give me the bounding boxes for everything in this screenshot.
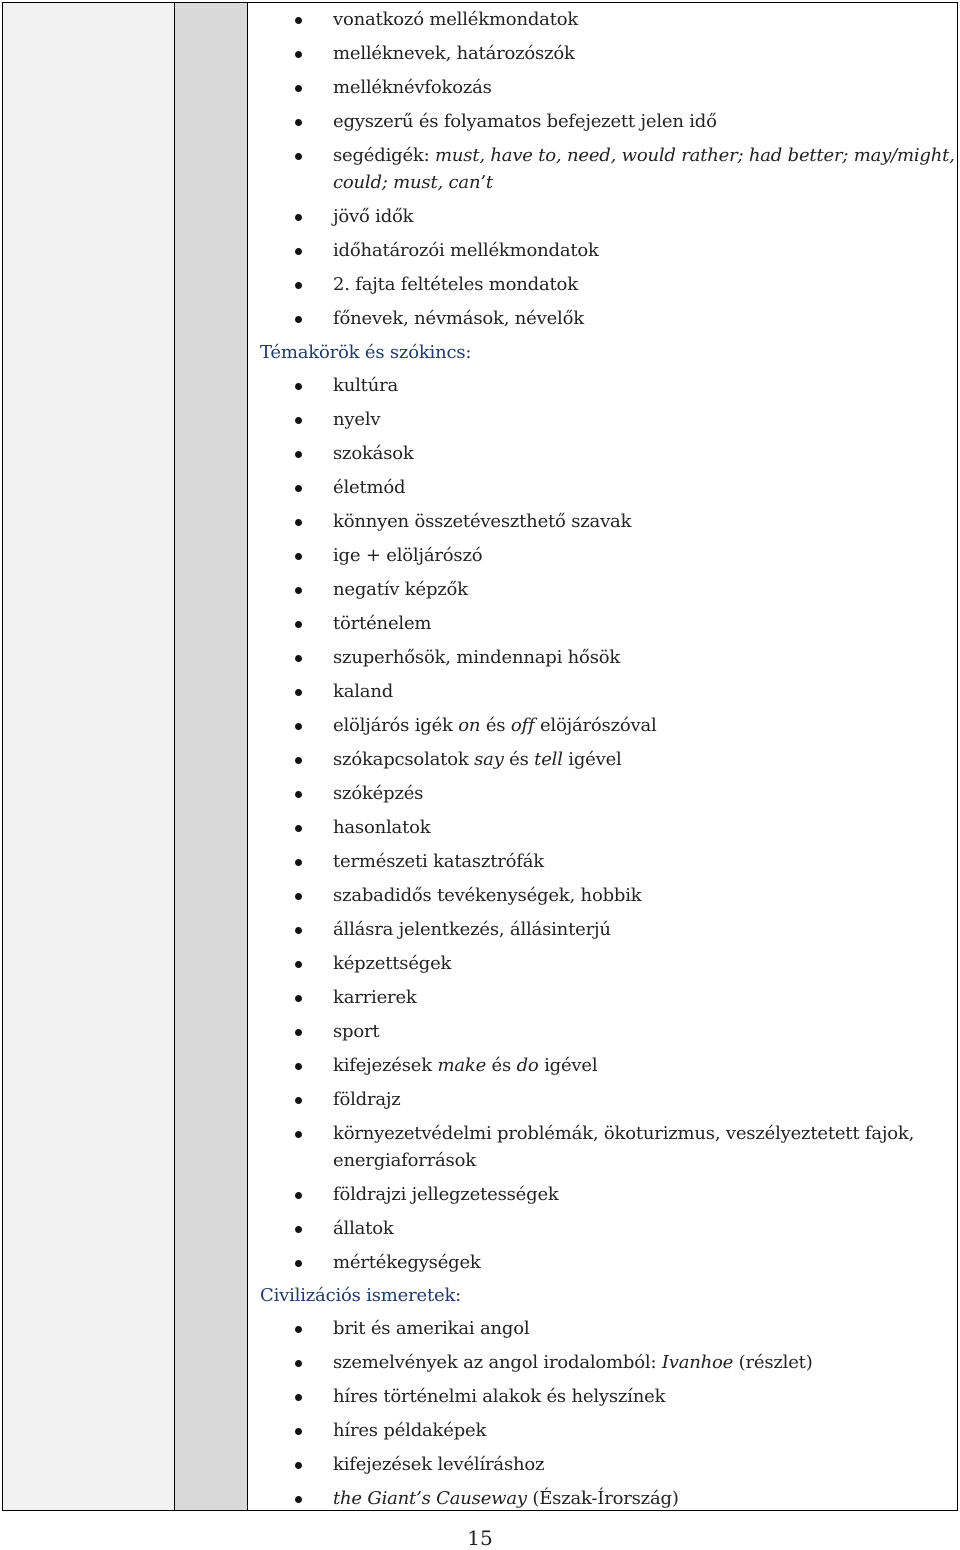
list-item: jövő idők (333, 206, 414, 227)
bullet-icon (295, 282, 302, 289)
bullet-icon (295, 519, 302, 526)
bullet-icon (295, 85, 302, 92)
bullet-icon (295, 1394, 302, 1401)
list-item: szokások (333, 443, 414, 464)
list-item: szóképzés (333, 783, 424, 804)
section-heading-civilization: Civilizációs ismeretek: (260, 1285, 462, 1306)
list-item: földrajzi jellegzetességek (333, 1184, 559, 1205)
list-item: egyszerű és folyamatos befejezett jelen idő (333, 111, 717, 132)
bullet-icon (295, 1029, 302, 1036)
list-item: híres történelmi alakok és helyszínek (333, 1386, 666, 1407)
list-item-continued: energiaforrások (333, 1150, 476, 1171)
page-number: 15 (467, 1526, 493, 1550)
list-item: vonatkozó mellékmondatok (333, 9, 579, 30)
bullet-icon (295, 1192, 302, 1199)
list-item: időhatározói mellékmondatok (333, 240, 599, 261)
bullet-icon (295, 153, 302, 160)
list-item: brit és amerikai angol (333, 1318, 530, 1339)
list-item: karrierek (333, 987, 417, 1008)
list-item: ige + elöljárószó (333, 545, 483, 566)
list-item: történelem (333, 613, 432, 634)
bullet-icon (295, 587, 302, 594)
bullet-icon (295, 825, 302, 832)
bullet-icon (295, 723, 302, 730)
list-item: földrajz (333, 1089, 401, 1110)
bullet-icon (295, 383, 302, 390)
list-item: képzettségek (333, 953, 452, 974)
list-item: melléknévfokozás (333, 77, 492, 98)
bullet-icon (295, 1326, 302, 1333)
list-item: kifejezések levélíráshoz (333, 1454, 545, 1475)
list-item-continued: could; must, can’t (333, 172, 493, 193)
list-item: kaland (333, 681, 394, 702)
bullet-icon (295, 17, 302, 24)
bullet-icon (295, 214, 302, 221)
list-item: főnevek, névmások, névelők (333, 308, 584, 329)
bullet-icon (295, 553, 302, 560)
bullet-icon (295, 451, 302, 458)
section-heading-topics: Témakörök és szókincs: (260, 342, 472, 363)
bullet-icon (295, 859, 302, 866)
bullet-icon (295, 119, 302, 126)
bullet-icon (295, 1496, 302, 1503)
table-column-1 (3, 3, 175, 1510)
list-item: könnyen összetéveszthető szavak (333, 511, 632, 532)
list-item: természeti katasztrófák (333, 851, 544, 872)
bullet-icon (295, 961, 302, 968)
bullet-icon (295, 655, 302, 662)
list-item: negatív képzők (333, 579, 468, 600)
bullet-icon (295, 1260, 302, 1267)
list-item: szemelvények az angol irodalomból: Ivanhoe (részlet) (333, 1352, 813, 1373)
bullet-icon (295, 791, 302, 798)
list-item: kifejezések make és do igével (333, 1055, 598, 1076)
list-item: mértékegységek (333, 1252, 481, 1273)
bullet-icon (295, 757, 302, 764)
bullet-icon (295, 1428, 302, 1435)
list-item: szókapcsolatok say és tell igével (333, 749, 622, 770)
bullet-icon (295, 1462, 302, 1469)
list-item: nyelv (333, 409, 381, 430)
list-item: sport (333, 1021, 380, 1042)
list-item: elöljárós igék on és off elöjárószóval (333, 715, 657, 736)
bullet-icon (295, 1097, 302, 1104)
bullet-icon (295, 893, 302, 900)
list-item: melléknevek, határozószók (333, 43, 575, 64)
bullet-icon (295, 51, 302, 58)
list-item: híres példaképek (333, 1420, 487, 1441)
content-table (2, 2, 958, 1511)
bullet-icon (295, 621, 302, 628)
list-item: életmód (333, 477, 406, 498)
list-item: szabadidős tevékenységek, hobbik (333, 885, 642, 906)
list-item: állatok (333, 1218, 394, 1239)
bullet-icon (295, 1360, 302, 1367)
bullet-icon (295, 689, 302, 696)
table-column-3 (248, 3, 957, 1510)
bullet-icon (295, 1063, 302, 1070)
bullet-icon (295, 316, 302, 323)
bullet-icon (295, 927, 302, 934)
bullet-icon (295, 248, 302, 255)
list-item: szuperhősök, mindennapi hősök (333, 647, 621, 668)
table-column-2 (175, 3, 248, 1510)
bullet-icon (295, 485, 302, 492)
list-item: 2. fajta feltételes mondatok (333, 274, 578, 295)
list-item: hasonlatok (333, 817, 431, 838)
list-item: környezetvédelmi problémák, ökoturizmus, veszélyeztetett fajok, (333, 1123, 915, 1144)
list-item: kultúra (333, 375, 399, 396)
bullet-icon (295, 1226, 302, 1233)
list-item: segédigék: must, have to, need, would rather; had better; may/might, (333, 145, 955, 166)
bullet-icon (295, 995, 302, 1002)
bullet-icon (295, 417, 302, 424)
bullet-icon (295, 1131, 302, 1138)
list-item: the Giant’s Causeway (Észak-Írország) (333, 1488, 679, 1509)
list-item: állásra jelentkezés, állásinterjú (333, 919, 611, 940)
